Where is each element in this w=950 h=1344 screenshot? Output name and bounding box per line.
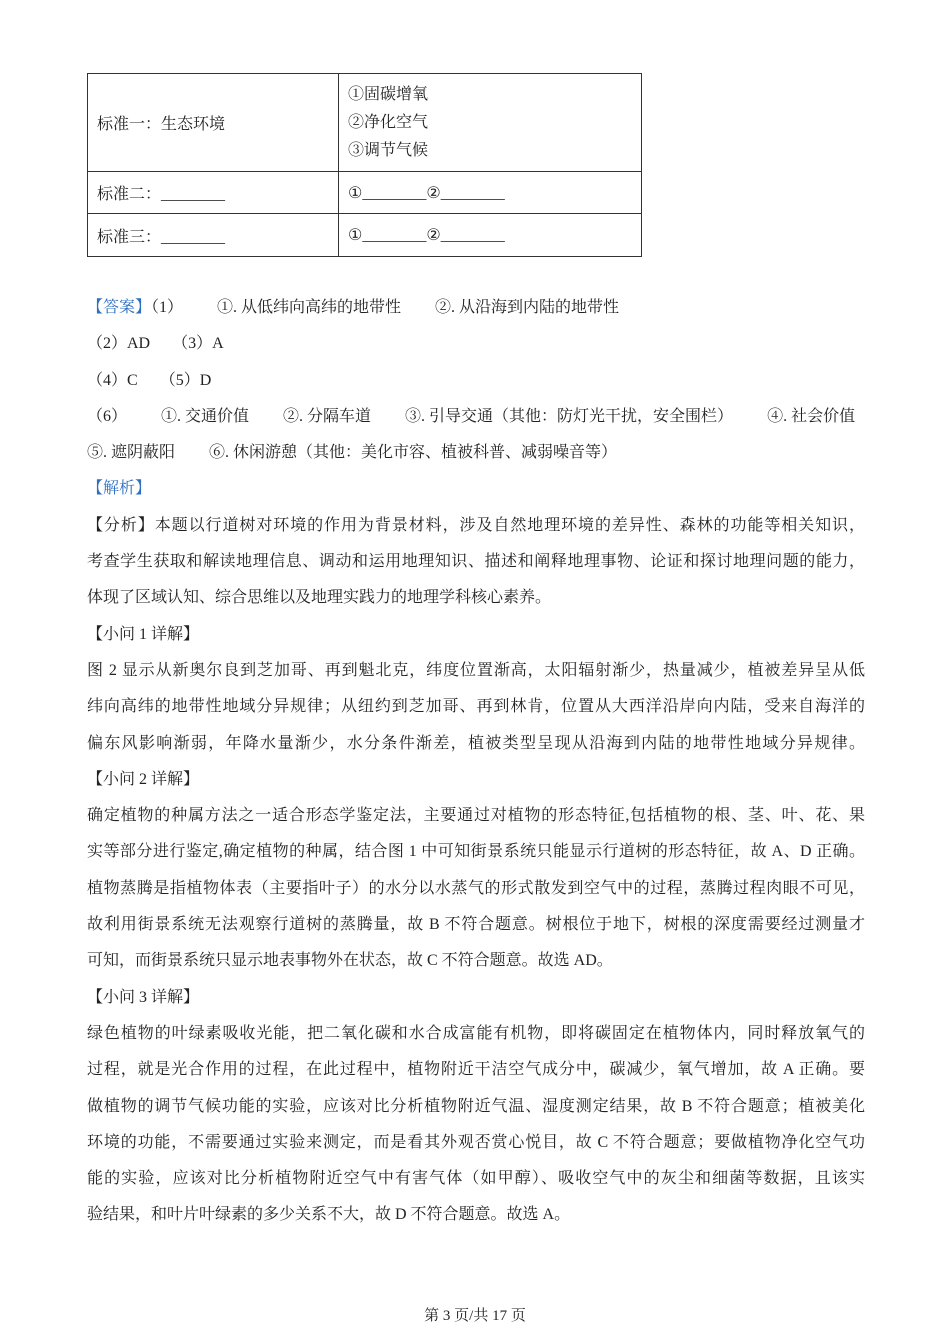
answer-q1-num: （1）: [151, 299, 184, 316]
answer-line-1: [87, 290, 865, 326]
answer-q1-b: ②. 从沿海到内陆的地带性: [435, 299, 620, 316]
paragraph-line: 做植物的调节气候功能的实验，应该对比分析植物附近气温、湿度测定结果，故 B 不符合题意；植被美化: [87, 1097, 865, 1115]
table-cell-items: [339, 74, 642, 172]
paragraph-line: 体现了区域认知、综合思维以及地理实践力的地理学科核心素养。: [87, 589, 552, 607]
table-cell-label: 标准一：生态环境: [88, 74, 339, 172]
answer-q6-num: （6）: [87, 407, 128, 425]
page-footer: 第 3 页/共 17 页: [424, 1308, 526, 1324]
section-heading: 【小问 3 详解】: [87, 988, 200, 1006]
answer-q6-1: ①. 交通价值: [161, 407, 250, 425]
paragraph-line: 可知，而街景系统只显示地表事物外在状态，故 C 不符合题意。故选 AD。: [87, 952, 613, 970]
answer-q6-6: ⑥. 休闲游憩（其他：美化市容、植被科普、减弱噪音等）: [209, 444, 618, 462]
table-row: [88, 74, 642, 172]
paragraph-line: 纬向高纬的地带性地域分异规律；从纽约到芝加哥、再到林肯，位置从大西洋沿岸向内陆，受来自海洋的: [87, 698, 865, 716]
table-row: [88, 172, 642, 214]
paragraph-line: 故利用街景系统无法观察行道树的蒸腾量，故 B 不符合题意。树根位于地下，树根的深度需要经过测量才: [87, 916, 865, 934]
paragraph-line: 确定植物的种属方法之一适合形态学鉴定法，主要通过对植物的形态特征,包括植物的根、茎、叶、花、果: [87, 807, 865, 825]
table-cell-items: ①________②________: [339, 214, 642, 257]
table-item: ①固碳增氧: [348, 85, 429, 103]
standards-table: [87, 73, 642, 257]
answer-line-3: [87, 363, 865, 399]
answer-q6-4: ④. 社会价值: [767, 407, 856, 425]
answer-q6-5: ⑤. 遮阴蔽阳: [87, 444, 176, 462]
paragraph-line: 环境的功能，不需要通过实验来测定，而是看其外观否赏心悦目，故 C 不符合题意；要做植物净化空气功: [87, 1133, 865, 1151]
answer-tag: 【答案】: [87, 299, 152, 316]
paragraph-line: 绿色植物的叶绿素吸收光能，把二氧化碳和水合成富能有机物，即将碳固定在植物体内，同时释放氧气的: [87, 1024, 865, 1042]
paragraph-line: 图 2 显示从新奥尔良到芝加哥、再到魁北克，纬度位置渐高，太阳辐射渐少，热量减少，植被差异呈从低: [87, 661, 865, 679]
table-cell-items: ①________②________: [339, 172, 642, 214]
table-cell-label: 标准二：________: [88, 172, 339, 214]
paragraph-line: 能的实验，应该对比分析植物附近空气中有害气体（如甲醇）、吸收空气中的灰尘和细菌等数据，且该实: [87, 1170, 865, 1188]
paragraph-line: 实等部分进行鉴定,确定植物的种属，结合图 1 中可知街景系统只能显示行道树的形态特征，故 A、D 正确。: [87, 843, 865, 861]
answer-q5: （5）D: [159, 371, 212, 389]
answer-line-2: [87, 326, 865, 362]
document-body: [87, 290, 865, 1234]
answer-line-4: [87, 399, 865, 435]
analysis-tag: 【解析】: [87, 480, 152, 498]
answer-q4: （4）C: [87, 371, 138, 389]
answer-q1-a: ①. 从低纬向高纬的地带性: [217, 299, 402, 316]
paragraph-line: 植物蒸腾是指植物体表（主要指叶子）的水分以水蒸气的形式散发到空气中的过程，蒸腾过程肉眼不可见，: [87, 879, 865, 897]
paragraph-line: 考查学生获取和解读地理信息、调动和运用地理知识、描述和阐释地理事物、论证和探讨地理问题的能力，: [87, 553, 865, 571]
section-heading: 【小问 1 详解】: [87, 625, 200, 643]
answer-q2: （2）AD: [87, 335, 151, 353]
answer-q6-3: ③. 引导交通（其他：防灯光干扰，安全围栏）: [405, 407, 734, 425]
paragraph-line: 验结果，和叶片叶绿素的多少关系不大，故 D 不符合题意。故选 A。: [87, 1206, 571, 1224]
answer-q3: （3）A: [172, 335, 224, 353]
table-item: ③调节气候: [348, 141, 429, 159]
section-heading: 【分析】本题以行道树对环境的作用为背景材料，涉及自然地理环境的差异性、森林的功能等相关知识，: [87, 516, 865, 534]
answer-q6-2: ②. 分隔车道: [283, 407, 372, 425]
table-item: ②净化空气: [348, 113, 429, 131]
paragraph-line: 过程，就是光合作用的过程，在此过程中，植物附近干洁空气成分中，碳减少，氧气增加，故 A 正确。要: [87, 1061, 865, 1079]
table-row: [88, 214, 642, 257]
table-cell-label: 标准三：________: [88, 214, 339, 257]
answer-line-5: [87, 435, 865, 471]
paragraph-line: 偏东风影响渐弱，年降水量渐少，水分条件渐差，植被类型呈现从沿海到内陆的地带性地域分异规律。: [87, 734, 865, 752]
section-heading: 【小问 2 详解】: [87, 770, 200, 788]
